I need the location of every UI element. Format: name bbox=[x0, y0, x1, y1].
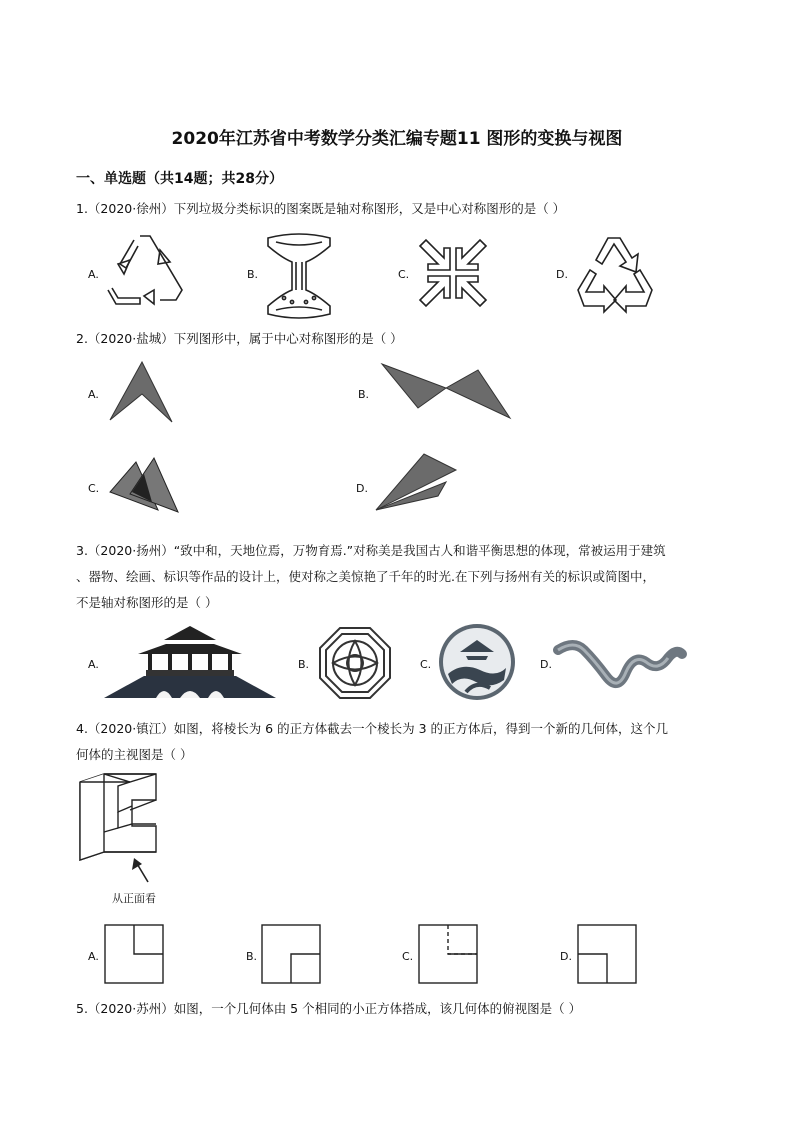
q2-option-d-label: D. bbox=[356, 482, 368, 495]
q3-option-a-label: A. bbox=[88, 658, 99, 671]
q3-option-b-label: B. bbox=[298, 658, 310, 671]
octagon-window-image bbox=[318, 626, 392, 700]
front-view-option-b bbox=[261, 924, 321, 984]
q4-option-c-label: C. bbox=[402, 950, 414, 963]
q2-option-c-label: C. bbox=[88, 482, 100, 495]
question-3-line-2: 、器物、绘画、标识等作品的设计上，使对称之美惊艳了千年的时光.在下列与扬州有关的标识或简图中， bbox=[76, 569, 655, 584]
front-view-option-a bbox=[104, 924, 164, 984]
section-heading: 一、单选题（共14题；共28分） bbox=[76, 171, 283, 187]
q3-option-d-label: D. bbox=[540, 658, 552, 671]
question-2-text: 2.（2020·盐城）下列图形中，属于中心对称图形的是（ ） bbox=[76, 331, 403, 346]
q4-option-b-label: B. bbox=[246, 950, 258, 963]
four-arrows-icon-c bbox=[416, 236, 490, 310]
question-3-line-1: 3.（2020·扬州）“致中和，天地位焉，万物育焉.”对称美是我国古人和谐平衡思想的体现，常被运用于建筑 bbox=[76, 543, 666, 558]
question-5-text: 5.（2020·苏州）如图，一个几何体由 5 个相同的小正方体搭成，该几何体的俯视图是（ ） bbox=[76, 1001, 582, 1016]
question-3-line-3: 不是轴对称图形的是（ ） bbox=[76, 595, 218, 610]
q1-option-b-label: B. bbox=[247, 268, 259, 281]
overlapping-triangles-shape-c bbox=[106, 454, 182, 514]
front-view-option-d bbox=[577, 924, 637, 984]
q1-option-d-label: D. bbox=[556, 268, 568, 281]
front-view-option-c bbox=[418, 924, 478, 984]
q1-option-a-label: A. bbox=[88, 268, 99, 281]
q4-option-a-label: A. bbox=[88, 950, 99, 963]
front-view-caption: 从正面看 bbox=[112, 892, 156, 905]
bowtie-triangles-shape-b bbox=[378, 360, 514, 420]
q2-option-b-label: B. bbox=[358, 388, 370, 401]
question-1-text: 1.（2020·徐州）下列垃圾分类标识的图案既是轴对称图形，又是中心对称图形的是（ ） bbox=[76, 201, 566, 216]
q4-option-d-label: D. bbox=[560, 950, 572, 963]
recycle-arrows-icon-d bbox=[574, 232, 656, 318]
q3-option-c-label: C. bbox=[420, 658, 432, 671]
cut-cube-figure bbox=[78, 772, 160, 886]
q2-option-a-label: A. bbox=[88, 388, 99, 401]
page-title: 2020年江苏省中考数学分类汇编专题11 图形的变换与视图 bbox=[171, 129, 623, 149]
arrowhead-shape-a bbox=[106, 360, 176, 426]
recycle-triangle-icon-a bbox=[100, 232, 190, 312]
fan-triangles-shape-d bbox=[372, 452, 460, 514]
q1-option-c-label: C. bbox=[398, 268, 410, 281]
circular-emblem-image bbox=[436, 622, 518, 702]
wavy-river-image bbox=[554, 636, 684, 696]
question-4-line-1: 4.（2020·镇江）如图，将棱长为 6 的正方体截去一个棱长为 3 的正方体后，得到一个新的几何体，这个几 bbox=[76, 721, 669, 736]
question-4-line-2: 何体的主视图是（ ） bbox=[76, 747, 193, 762]
pavilion-bridge-image bbox=[104, 624, 276, 700]
hourglass-bin-icon-b bbox=[262, 232, 336, 320]
